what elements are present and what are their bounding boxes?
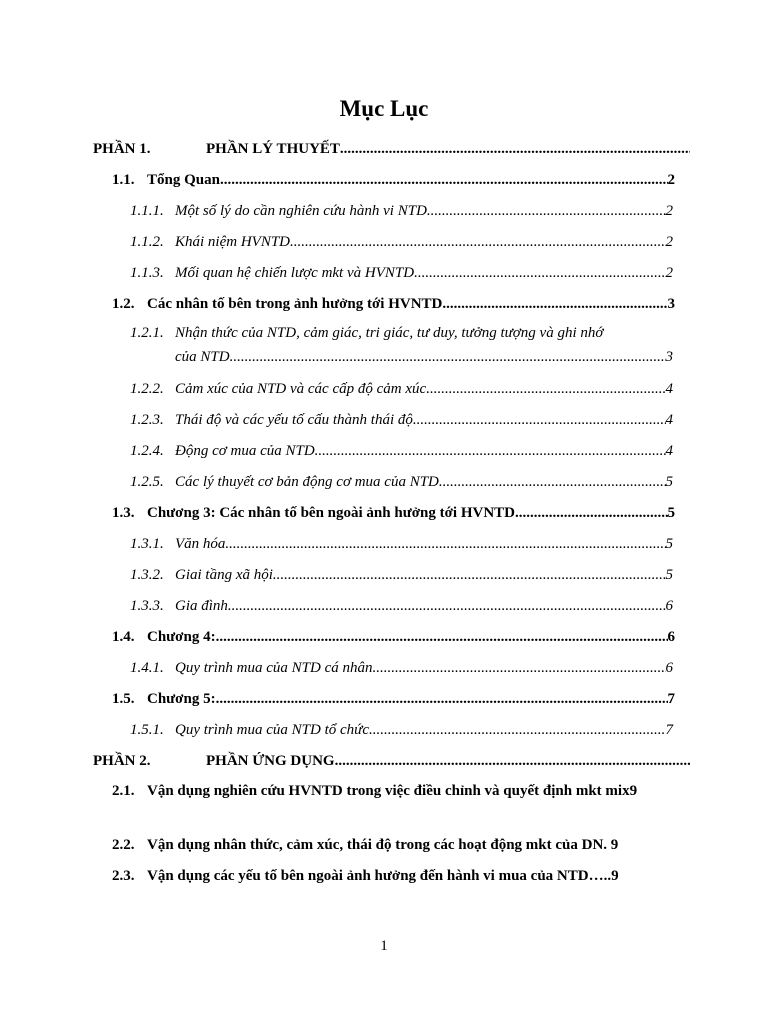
toc-number: 1.3.1.: [130, 536, 164, 552]
toc-title: Chương 3: Các nhân tố bên ngoài ảnh hưởng tới HVNTD: [147, 505, 515, 521]
toc-leader: [413, 410, 666, 430]
toc-number: 1.2.5.: [130, 474, 164, 490]
toc-number: 1.1.3.: [130, 265, 164, 281]
toc-number: 1.2.1.: [130, 325, 164, 341]
toc-page: 4: [665, 381, 673, 397]
toc-title: Khái niệm HVNTD: [175, 234, 291, 250]
toc-page: 5: [665, 474, 673, 490]
toc-title: Chương 5:: [147, 691, 216, 707]
toc-title: PHẦN ỨNG DỤNG: [206, 753, 335, 769]
toc-entry-1-1-1[interactable]: [130, 201, 673, 221]
toc-title: Nhận thức của NTD, cảm giác, tri giác, tư duy, tưởng tượng và ghi nhớ: [175, 325, 604, 341]
toc-number: 1.2.: [112, 296, 135, 312]
toc-title: Chương 4:: [147, 629, 216, 645]
toc-title: Một số lý do cần nghiên cứu hành vi NTD: [175, 203, 427, 219]
toc-number: 1.3.3.: [130, 598, 164, 614]
toc-page: 5: [667, 505, 675, 521]
toc-page: 4: [665, 412, 673, 428]
toc-entry-1-2-3[interactable]: [130, 410, 673, 430]
page-title: Mục Lục: [339, 96, 429, 121]
toc-number: 1.4.: [112, 629, 135, 645]
toc-page: 2: [665, 234, 673, 250]
toc-page: 3: [667, 296, 675, 312]
toc-title: Gia đình: [175, 598, 228, 614]
toc-entry-1-5-1[interactable]: [130, 720, 673, 740]
toc-number: 1.5.: [112, 691, 135, 707]
toc-page: 2: [665, 203, 673, 219]
toc-number: 2.1.: [112, 783, 135, 799]
toc-page: 5: [665, 536, 673, 552]
toc-entry-1-1-3[interactable]: [130, 263, 673, 283]
toc-leader: [315, 441, 666, 461]
toc-number: 1.1.1.: [130, 203, 164, 219]
toc-title: Quy trình mua của NTD cá nhân: [175, 660, 373, 676]
toc-page: 7: [667, 691, 675, 707]
toc-title: Vận dụng các yếu tố bên ngoài ảnh hưởng đến hành vi mua của NTD…..9: [147, 868, 619, 884]
toc-title: PHẦN LÝ THUYẾT: [206, 141, 340, 157]
page-number: 1: [380, 938, 388, 954]
toc-page: 6: [665, 660, 673, 676]
toc-leader: [515, 503, 668, 523]
toc-page: 2: [665, 265, 673, 281]
toc-leader: [414, 263, 665, 283]
toc-page: 3: [665, 349, 673, 365]
toc-entry-1-2[interactable]: [112, 294, 675, 314]
toc-entry-1-5[interactable]: [112, 689, 675, 709]
toc-leader: [216, 689, 668, 709]
toc-leader: [220, 170, 668, 190]
toc-title: Thái độ và các yếu tố cấu thành thái độ: [175, 412, 413, 428]
toc-leader: [426, 379, 665, 399]
toc-entry-1-3-1[interactable]: [130, 534, 673, 554]
toc-title: Vận dụng nhân thức, cảm xúc, thái độ trong các hoạt động mkt của DN. 9: [147, 837, 619, 853]
toc-entry-2-3[interactable]: [112, 864, 675, 888]
toc-leader: [216, 627, 668, 647]
toc-title-continued: của NTD: [175, 349, 230, 365]
toc-page: 6: [665, 598, 673, 614]
toc-entry-1-1[interactable]: [112, 170, 675, 190]
toc-entry-2-1[interactable]: [112, 779, 675, 803]
toc-leader: [225, 534, 665, 554]
toc-leader: [230, 345, 666, 369]
toc-leader: [273, 565, 666, 585]
toc-number: PHẦN 1.: [93, 141, 151, 157]
toc-number: 2.2.: [112, 837, 135, 853]
toc-title: Động cơ mua của NTD: [175, 443, 315, 459]
toc-number: 1.1.: [112, 172, 135, 188]
toc-entry-1-4-1[interactable]: [130, 658, 673, 678]
toc-number: 1.5.1.: [130, 722, 164, 738]
toc-page: 7: [665, 722, 673, 738]
toc-page: 6: [667, 629, 675, 645]
toc-title: Các lý thuyết cơ bản động cơ mua của NTD: [175, 474, 439, 490]
toc-entry-1-3-3[interactable]: [130, 596, 673, 616]
toc-number: 1.3.2.: [130, 567, 164, 583]
toc-leader: [335, 751, 690, 771]
toc-number: 1.2.4.: [130, 443, 164, 459]
toc-leader: [442, 294, 667, 314]
toc-leader: [373, 658, 666, 678]
toc-leader: [228, 596, 666, 616]
toc-entry-1-3[interactable]: [112, 503, 675, 523]
toc-title: Mối quan hệ chiến lược mkt và HVNTD: [175, 265, 415, 281]
toc-number: PHẦN 2.: [93, 753, 151, 769]
toc-leader: [340, 139, 690, 159]
toc-entry-2-2[interactable]: [112, 833, 675, 857]
toc-title: Các nhân tố bên trong ảnh hưởng tới HVNTD: [147, 296, 443, 312]
toc-entry-1-4[interactable]: [112, 627, 675, 647]
toc-page: 2: [667, 172, 675, 188]
toc-entry-1-2-5[interactable]: [130, 472, 673, 492]
toc-number: 1.4.1.: [130, 660, 164, 676]
toc-number: 1.2.2.: [130, 381, 164, 397]
toc-title: Giai tầng xã hội: [175, 567, 273, 583]
toc-title: Quy trình mua của NTD tổ chức: [175, 722, 369, 738]
toc-leader: [369, 720, 666, 740]
toc-title: Văn hóa: [175, 536, 226, 552]
toc-title: Vận dụng nghiên cứu HVNTD trong việc điều chỉnh và quyết định mkt mix9: [147, 783, 638, 799]
toc-entry-1-2-1[interactable]: [130, 321, 673, 369]
toc-entry-1-2-4[interactable]: [130, 441, 673, 461]
toc-leader: [439, 472, 666, 492]
toc-page: 5: [665, 567, 673, 583]
toc-page: 4: [665, 443, 673, 459]
toc-number: 2.3.: [112, 868, 135, 884]
toc-entry-1-1-2[interactable]: [130, 232, 673, 252]
toc-number: 1.2.3.: [130, 412, 164, 428]
toc-leader: [290, 232, 665, 252]
toc-title: Cảm xúc của NTD và các cấp độ cảm xúc: [175, 381, 427, 397]
toc-number: 1.3.: [112, 505, 135, 521]
toc-number: 1.1.2.: [130, 234, 164, 250]
toc-leader: [427, 201, 666, 221]
toc-part-1[interactable]: [93, 139, 690, 159]
toc-part-2[interactable]: [93, 751, 690, 771]
toc-title: Tổng Quan: [147, 172, 220, 188]
toc-entry-1-3-2[interactable]: [130, 565, 673, 585]
toc-entry-1-2-2[interactable]: [130, 379, 673, 399]
